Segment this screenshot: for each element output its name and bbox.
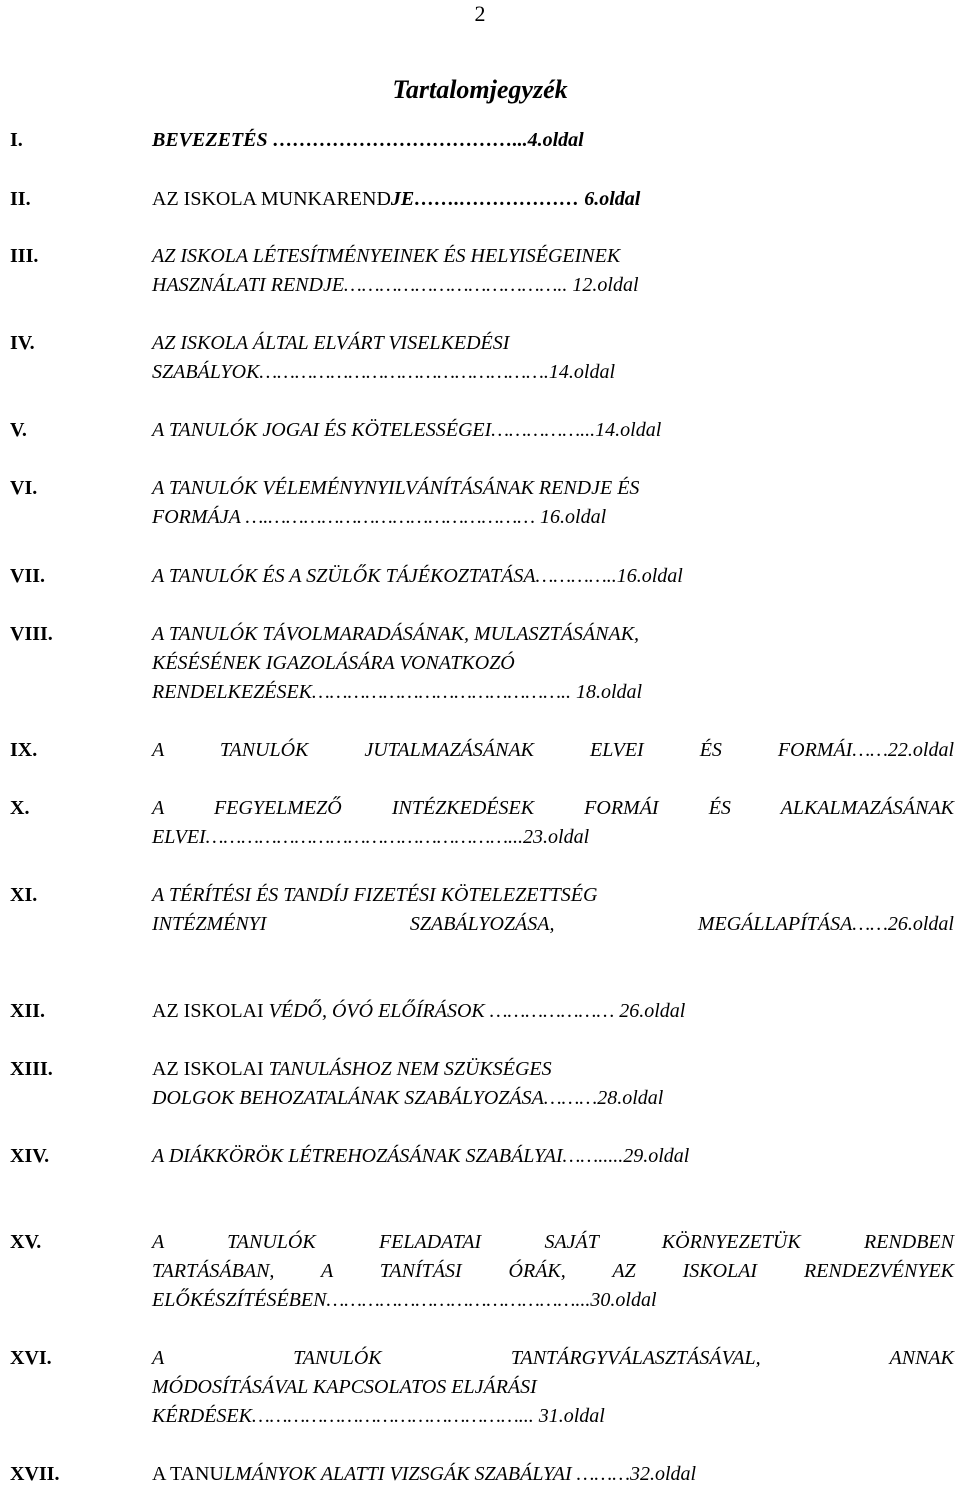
toc-entry-text: AZ ISKOLAI — [152, 1058, 269, 1080]
toc-entry-number: VIII. — [10, 623, 53, 645]
toc-entry-line — [152, 880, 597, 910]
toc-entry-line — [152, 1227, 954, 1257]
toc-entry-text: HASZNÁLATI RENDJE……………………………….. 12.oldal — [152, 274, 639, 296]
toc-entry-line — [152, 648, 515, 678]
toc-entry-line — [152, 1256, 954, 1286]
toc-entry-number: II. — [10, 188, 31, 210]
toc-entry-line — [152, 270, 639, 300]
toc-entry-text: A TANULÓK JOGAI ÉS KÖTELESSÉGEI……………...14.oldal — [152, 419, 662, 441]
toc-entry-text: TARTÁSÁBAN, A TANÍTÁSI ÓRÁK, AZ ISKOLAI RENDEZVÉNYEK — [152, 1260, 954, 1282]
toc-entry-line — [152, 1372, 537, 1402]
toc-entry-number: XVII. — [10, 1463, 60, 1485]
toc-entry-line — [152, 473, 639, 503]
toc-entry-line — [152, 1459, 696, 1489]
toc-entry-line — [152, 1401, 605, 1431]
toc-entry-text: INTÉZMÉNYI SZABÁLYOZÁSA, MEGÁLLAPÍTÁSA……26.oldal — [152, 913, 954, 935]
toc-entry-line — [152, 793, 954, 823]
toc-entry-number: VI. — [10, 477, 38, 499]
toc-entry-text: ELŐKÉSZÍTÉSÉBEN……………………………………...30.oldal — [152, 1289, 657, 1311]
toc-entry-line — [152, 1285, 657, 1315]
toc-entry-line — [152, 677, 642, 707]
toc-entry-line — [152, 822, 589, 852]
toc-entry-text: BEVEZETÉS ………………………………...4.oldal — [152, 129, 584, 151]
toc-entry-number: V. — [10, 419, 27, 441]
toc-entry-text: AZ ISKOLA LÉTESÍTMÉNYEINEK ÉS HELYISÉGEINEK — [152, 245, 621, 267]
toc-entry-text: A TÉRÍTÉSI ÉS TANDÍJ FIZETÉSI KÖTELEZETTSÉG — [152, 884, 598, 906]
toc-entry-text: A TANULÓK JUTALMAZÁSÁNAK ELVEI ÉS FORMÁI……22.oldal — [152, 739, 954, 761]
toc-entry-text: DOLGOK BEHOZATALÁNAK SZABÁLYOZÁSA………28.oldal — [152, 1087, 664, 1109]
toc-entry-line — [152, 1054, 552, 1084]
toc-entry-number: IX. — [10, 739, 38, 761]
toc-entry-number: XV. — [10, 1231, 42, 1253]
toc-entry-text: FORMÁJA ….……………………………………… 16.oldal — [152, 506, 607, 528]
toc-entry-text: VÉDŐ, ÓVÓ ELŐÍRÁSOK ………………… 26.oldal — [268, 1000, 686, 1022]
toc-title: Tartalomjegyzék — [392, 75, 568, 104]
toc-entry-text: JE…….……………… 6.oldal — [390, 188, 641, 210]
toc-entry-line — [152, 357, 615, 387]
toc-entry-number: XIV. — [10, 1145, 50, 1167]
toc-entry-text: A DIÁKKÖRÖK LÉTREHOZÁSÁNAK SZABÁLYAI…….....29.oldal — [152, 1145, 690, 1167]
toc-entry-text: RENDELKEZÉSEK…………………………………….. 18.oldal — [152, 681, 643, 703]
toc-entry-text: A TANULÓK VÉLEMÉNYNYILVÁNÍTÁSÁNAK RENDJE ÉS — [152, 477, 640, 499]
toc-entry-number: VII. — [10, 565, 46, 587]
toc-entry-text: KÉSÉSÉNEK IGAZOLÁSÁRA VONATKOZÓ — [152, 652, 515, 674]
toc-entry-line — [152, 502, 606, 532]
toc-entry-line — [152, 1343, 954, 1373]
toc-entry-text: SZABÁLYOK………………………………………….14.oldal — [152, 361, 616, 383]
toc-entry-line — [152, 184, 640, 214]
toc-entry-line — [152, 1083, 663, 1113]
toc-entry-text: A TANULÓK TANTÁRGYVÁLASZTÁSÁVAL, ANNAK — [152, 1347, 954, 1369]
toc-entry-text: A TANULÓK ÉS A SZÜLŐK TÁJÉKOZTATÁSA…………..16.oldal — [152, 565, 683, 587]
toc-entry-text: AZ ISKOLAI — [152, 1000, 269, 1022]
toc-entry-line — [152, 619, 639, 649]
toc-entry-number: XI. — [10, 884, 38, 906]
toc-entry-text: TANULÁSHOZ NEM SZÜKSÉGES — [268, 1058, 552, 1080]
toc-entry-line — [152, 996, 685, 1026]
toc-entry-number: XII. — [10, 1000, 46, 1022]
toc-entry-text: A TANULÓK FELADATAI SAJÁT KÖRNYEZETÜK RENDBEN — [152, 1231, 954, 1253]
toc-entry-text: AZ ISKOLA MUNKAREND — [152, 188, 391, 210]
toc-entry-text: MÓDOSÍTÁSÁVAL KAPCSOLATOS ELJÁRÁSI — [152, 1376, 537, 1398]
toc-entry-text: KÉRDÉSEK………………………………………... 31.oldal — [152, 1405, 605, 1427]
toc-entry-text: A TANU — [152, 1463, 224, 1485]
toc-entry-text: A TANULÓK TÁVOLMARADÁSÁNAK, MULASZTÁSÁNAK, — [152, 623, 640, 645]
toc-entry-line — [152, 1141, 689, 1171]
toc-entry-number: IV. — [10, 332, 35, 354]
page-number: 2 — [474, 1, 486, 26]
toc-entry-line — [152, 735, 954, 765]
toc-entry-line — [152, 909, 954, 939]
toc-entry-text: ELVEI……………………………………………...23.oldal — [152, 826, 590, 848]
toc-entry-line — [152, 125, 584, 155]
toc-entry-number: XIII. — [10, 1058, 53, 1080]
toc-entry-line — [152, 561, 683, 591]
toc-entry-line — [152, 328, 509, 358]
toc-entry-number: XVI. — [10, 1347, 52, 1369]
toc-entry-number: I. — [10, 129, 23, 151]
toc-entry-line — [152, 241, 620, 271]
toc-entry-text: AZ ISKOLA ÁLTAL ELVÁRT VISELKEDÉSI — [152, 332, 510, 354]
toc-entry-number: III. — [10, 245, 39, 267]
toc-entry-line — [152, 415, 661, 445]
toc-entry-text: LMÁNYOK ALATTI VIZSGÁK SZABÁLYAI ………32.oldal — [223, 1463, 697, 1485]
toc-entry-number: X. — [10, 797, 30, 819]
toc-entry-text: A FEGYELMEZŐ INTÉZKEDÉSEK FORMÁI ÉS ALKALMAZÁSÁNAK — [152, 797, 954, 819]
